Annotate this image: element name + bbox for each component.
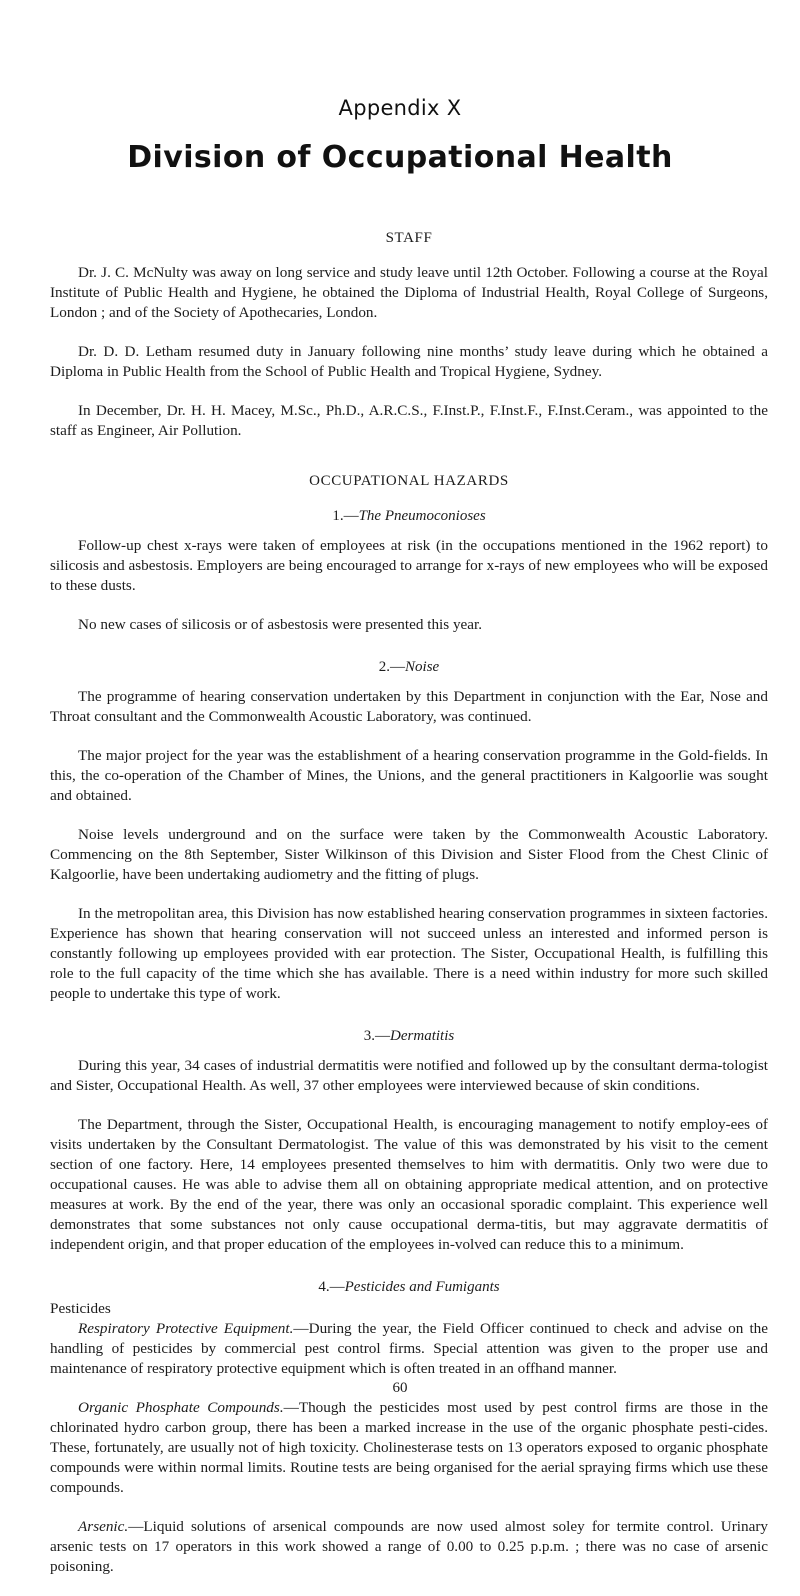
section-3-title: Dermatitis [390,1028,455,1044]
staff-paragraph-2: Dr. D. D. Letham resumed duty in January following nine months’ study leave during which he obtained a Diploma in Public Health from the School of Public Health and Tropical Hygiene, Sydney. [50,343,768,380]
section-3-paragraph-1: During this year, 34 cases of industrial dermatitis were notified and followed up by the consultant derma-tologist and Sister, Occupational Health. As well, 37 other employees were interviewed because of skin conditions. [50,1057,768,1094]
arsenic-lead: Arsenic. [78,1518,129,1535]
section-4-paragraph-3 [50,1517,768,1577]
section-4-heading [50,1277,768,1297]
respiratory-equipment-lead: Respiratory Protective Equipment. [78,1320,294,1337]
section-2-number: 2.— [378,659,406,675]
section-4-title: Pesticides and Fumigants [344,1279,500,1295]
section-2-paragraph-2: The major project for the year was the establishment of a hearing conservation programme in the Gold-fields. In this, the co-operation of the Chamber of Mines, the Unions, and the general practitioners in Kalgoorlie was sought and obtained. [50,747,768,804]
organic-phosphate-text: —Though the pesticides most used by pest control firms are those in the chlorinated hydro carbon group, there has been a marked increase in the use of the organic phosphate pesti-cides. These, fortunately, are usually not of high toxicity. Cholinesterase tests on 13 operators exposed to organic phosphate compounds were within normal limits. Routine tests are being organised for the aerial spraying firms which use these compounds. [50,1399,769,1496]
hazards-heading: OCCUPATIONAL HAZARDS [309,473,509,489]
section-1-heading [50,506,768,526]
staff-paragraph-1: Dr. J. C. McNulty was away on long service and study leave until 12th October. Following a course at the Royal Institute of Public Health and Hygiene, he obtained the Diploma of Industrial Health, Royal College of Surgeons, London ; and of the Society of Apothecaries, London. [50,264,768,321]
section-2-title: Noise [405,659,440,675]
section-2-paragraph-3: Noise levels underground and on the surface were taken by the Commonwealth Acoustic Laboratory. Commencing on the 8th September, Sister Wilkinson of this Division and Sister Flood from the Chest Clinic of Kalgoorlie, have been undertaking audiometry and the fitting of plugs. [50,826,768,883]
section-1-title: The Pneumoconioses [358,508,486,524]
section-4-number: 4.— [318,1279,345,1295]
pesticides-label: Pesticides [50,1300,111,1317]
section-1-number: 1.— [332,508,359,524]
respiratory-equipment-text: —During the year, the Field Officer continued to check and advise on the handling of pesticides by commercial pest control firms. Special attention was given to the proper use and maintenance of respiratory protective equipment which is often treated in an offhand manner. [50,1320,769,1377]
section-4-paragraph-1 [50,1319,768,1379]
section-3-heading [50,1026,768,1046]
staff-heading: STAFF [385,230,433,246]
section-2-heading [50,657,768,677]
page-number: 60 [392,1380,408,1396]
section-1-paragraph-2: No new cases of silicosis or of asbestosis were presented this year. [78,616,483,633]
appendix-label: Appendix X [338,96,462,120]
section-4-paragraph-2 [50,1398,768,1498]
section-3-paragraph-2: The Department, through the Sister, Occupational Health, is encouraging management to notify employ-ees of visits undertaken by the Consultant Dermatologist. The value of this was demonstrated by his visit to the cement section of one factory. Here, 14 employees presented themselves to him with dermatitis. Only two were due to occupational causes. He was able to advise them all on obtaining appropriate medical attention, and on protective measures at work. By the end of the year, there was only an occasional sporadic complaint. This experience well demonstrates that some substances not only cause occupational derma-titis, but may aggravate dermatitis of independent origin, and that proper education of the employees in-volved can reduce this to a minimum. [50,1116,768,1253]
organic-phosphate-lead: Organic Phosphate Compounds. [78,1399,284,1416]
section-3-number: 3.— [363,1028,391,1044]
section-2-paragraph-1: The programme of hearing conservation undertaken by this Department in conjunction with the Ear, Nose and Throat consultant and the Commonwealth Acoustic Laboratory, was continued. [50,688,768,725]
section-1-paragraph-1: Follow-up chest x-rays were taken of employees at risk (in the occupations mentioned in the 1962 report) to silicosis and asbestosis. Employers are being encouraged to arrange for x-rays of new employees who will be exposed to these dusts. [50,537,768,594]
arsenic-text: —Liquid solutions of arsenical compounds are now used almost soley for termite control. Urinary arsenic tests on 17 operators in this work showed a range of 0.00 to 0.25 p.p.m. ; there was no case of arsenic poisoning. [50,1518,768,1575]
staff-paragraph-3: In December, Dr. H. H. Macey, M.Sc., Ph.D., A.R.C.S., F.Inst.P., F.Inst.F., F.Inst.Ceram., was appointed to the staff as Engineer, Air Pollution. [50,402,768,439]
page-title: Division of Occupational Health [127,140,673,175]
section-2-paragraph-4: In the metropolitan area, this Division has now established hearing conservation programmes in sixteen factories. Experience has shown that hearing conservation will not succeed unless an interested and informed person is constantly following up employees provided with ear protection. The Sister, Occupational Health, is fulfilling this role to the full capacity of the time which she has available. There is a need within industry for more such skilled people to undertake this type of work. [50,905,768,1002]
